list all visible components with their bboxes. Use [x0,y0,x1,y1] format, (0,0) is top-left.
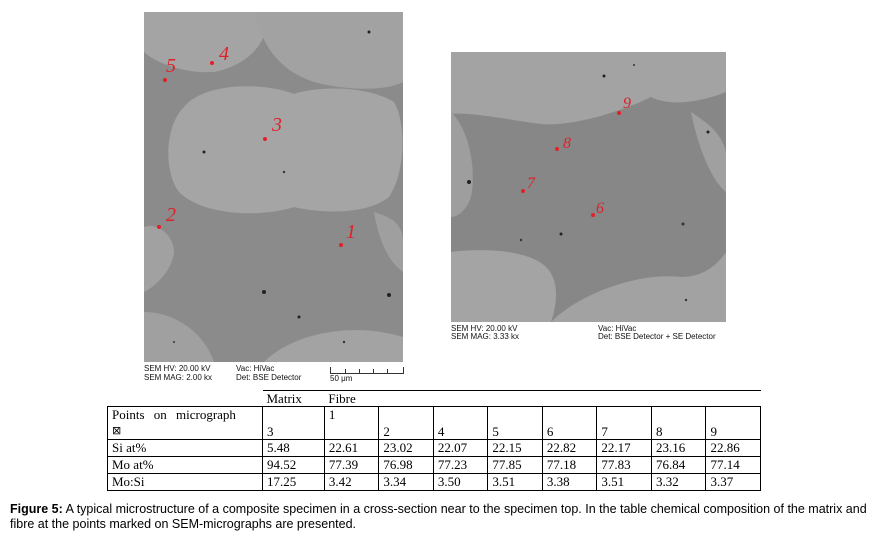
marker-label-8: 8 [563,135,571,152]
table-cell: 23.16 [651,440,706,457]
marker-label-2: 2 [166,204,176,226]
marker-label-4: 4 [219,43,229,65]
table-cell: 3.34 [379,474,434,491]
point-cell: 5 [488,407,543,440]
table-cell: 3.50 [433,474,488,491]
marker-label-1: 1 [346,221,356,243]
marker-dot-2 [157,225,161,229]
points-label: Points on micrograph [112,407,236,422]
marker-dot-9 [617,111,621,115]
points-glyph: ⊠ [112,424,122,437]
left-info-det: Det: BSE Detector [236,373,302,382]
left-info-mag: SEM MAG: 2.00 kx [144,373,213,382]
table-cell: 77.14 [706,457,761,474]
marker-dot-1 [339,243,343,247]
row-label: Mo:Si [108,474,263,491]
table-cell: 3.51 [597,474,652,491]
marker-label-9: 9 [623,95,631,112]
row-label: Mo at% [108,457,263,474]
sem-micrograph-right [451,52,726,322]
right-info-vac: Vac: HiVac [598,324,637,333]
table-cell: 23.02 [379,440,434,457]
table-cell: 94.52 [263,457,325,474]
table-cell: 5.48 [263,440,325,457]
table-cell: 22.61 [324,440,379,457]
sem-right-texture [451,52,726,322]
table-cell: 22.15 [488,440,543,457]
composition-table [107,390,761,491]
caption-label: Figure 5: [10,502,63,516]
table-cell: 76.84 [651,457,706,474]
table-cell: 17.25 [263,474,325,491]
table-cell: 3.51 [488,474,543,491]
point-cell: 4 [433,407,488,440]
points-header [108,407,263,440]
table-row-mo [108,457,761,474]
left-info-scale: 50 μm [330,374,353,383]
marker-dot-4 [210,61,214,65]
marker-dot-8 [555,147,559,151]
right-info-det: Det: BSE Detector + SE Detector [598,332,716,341]
marker-label-3: 3 [272,114,282,136]
group-header-fibre: Fibre [324,391,760,407]
table-cell: 3.42 [324,474,379,491]
right-info-hv: SEM HV: 20.00 kV [451,324,518,333]
table-cell: 22.82 [542,440,597,457]
table-points-row [108,407,761,440]
right-info-mag: SEM MAG: 3.33 kx [451,332,520,341]
group-header-matrix: Matrix [263,391,325,407]
marker-dot-7 [521,189,525,193]
table-cell: 3.37 [706,474,761,491]
marker-label-6: 6 [596,200,604,217]
table-row-si [108,440,761,457]
table-cell: 22.86 [706,440,761,457]
table-group-header-row [108,391,761,407]
point-cell: 6 [542,407,597,440]
table-cell: 3.32 [651,474,706,491]
marker-label-7: 7 [527,175,535,192]
figure-caption [10,502,882,532]
sem-micrograph-left [144,12,403,362]
point-cell: 2 [379,407,434,440]
marker-dot-6 [591,213,595,217]
table-cell: 77.18 [542,457,597,474]
left-info-vac: Vac: HiVac [236,364,275,373]
point-cell: 3 [263,407,325,440]
table-cell: 77.23 [433,457,488,474]
scale-bar [330,367,404,374]
sem-left-texture [144,12,403,362]
table-row-mo-si [108,474,761,491]
table-cell: 3.38 [542,474,597,491]
point-cell: 1 [324,407,379,440]
marker-dot-3 [263,137,267,141]
point-cell: 7 [597,407,652,440]
table-cell: 77.83 [597,457,652,474]
table-cell: 77.85 [488,457,543,474]
marker-dot-5 [163,78,167,82]
marker-label-5: 5 [166,55,176,77]
table-cell: 22.07 [433,440,488,457]
left-info-hv: SEM HV: 20.00 kV [144,364,211,373]
caption-text: A typical microstructure of a composite specimen in a cross-section near to the specimen top. In the table chemical composition of the matrix and fibre at the points marked on SEM-micrographs are presented. [10,502,867,531]
point-cell: 9 [706,407,761,440]
table-cell: 76.98 [379,457,434,474]
table-cell: 77.39 [324,457,379,474]
table-cell: 22.17 [597,440,652,457]
point-cell: 8 [651,407,706,440]
row-label: Si at% [108,440,263,457]
